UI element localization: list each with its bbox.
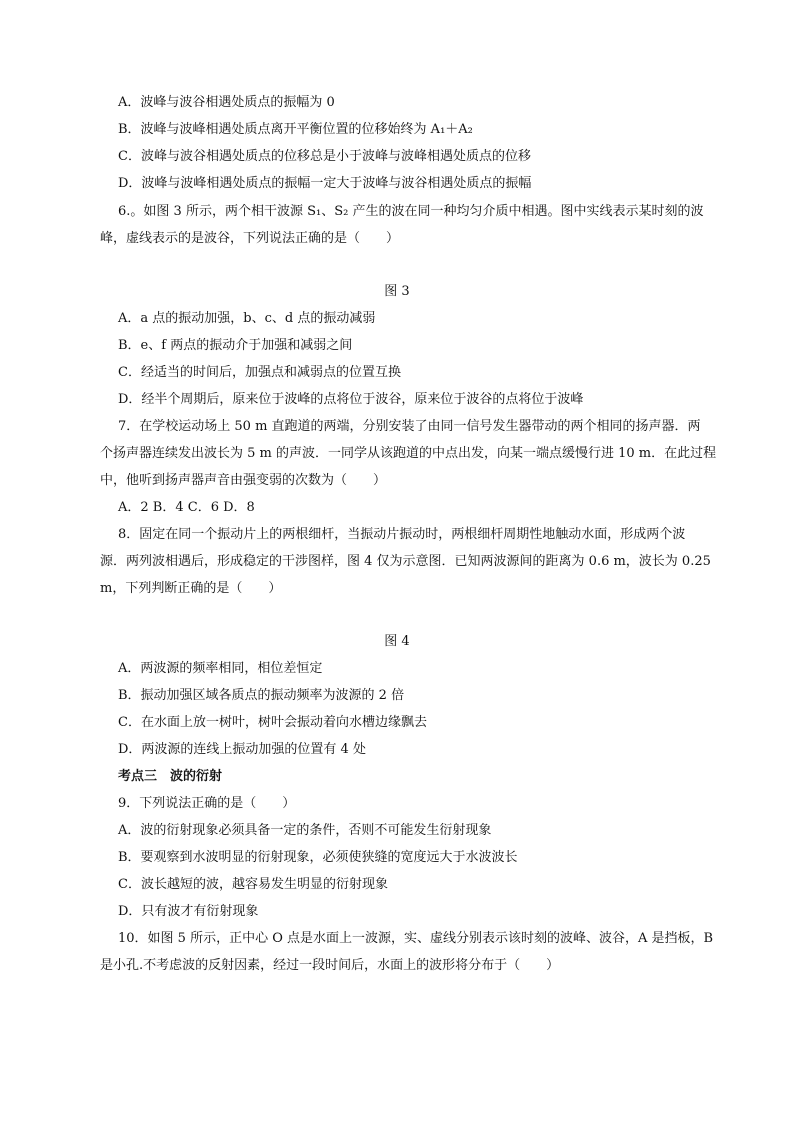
q6-stem-line2: 峰，虚线表示的是波谷，下列说法正确的是（ ）: [100, 231, 400, 246]
q6-option-c: C．经适当的时间后，加强点和减弱点的位置互换: [118, 365, 401, 380]
q5-option-c: C．波峰与波谷相遇处质点的位移总是小于波峰与波峰相遇处质点的位移: [118, 149, 531, 164]
q7-options: A．2 B．4 C．6 D．8: [118, 500, 255, 515]
q7-stem-line1: 7．在学校运动场上 50 m 直跑道的两端，分别安装了由同一信号发生器带动的两个相同的扬声器．两: [118, 419, 701, 434]
section-heading-diffraction: 考点三 波的衍射: [118, 769, 223, 784]
q8-stem-line2: 源．两列波相遇后，形成稳定的干涉图样，图 4 仅为示意图．已知两波源间的距离为 0.6 m，波长为 0.25: [100, 554, 711, 569]
q5-option-d: D．波峰与波峰相遇处质点的振幅一定大于波峰与波谷相遇处质点的振幅: [118, 176, 532, 191]
q8-stem-line1: 8．固定在同一个振动片上的两根细杆，当振动片振动时，两根细杆周期性地触动水面，形成两个波: [118, 527, 686, 542]
q9-option-b: B．要观察到水波明显的衍射现象，必须使狭缝的宽度远大于水波波长: [118, 850, 518, 865]
q10-stem-line2: 是小孔.不考虑波的反射因素，经过一段时间后，水面上的波形将分布于（ ）: [100, 958, 560, 973]
q8-option-b: B．振动加强区域各质点的振动频率为波源的 2 倍: [118, 688, 405, 703]
q8-option-d: D．两波源的连线上振动加强的位置有 4 处: [118, 742, 366, 757]
q9-option-a: A．波的衍射现象必须具备一定的条件，否则不可能发生衍射现象: [118, 823, 492, 838]
q8-option-c: C．在水面上放一树叶，树叶会振动着向水槽边缘飘去: [118, 715, 427, 730]
q5-option-b: B．波峰与波峰相遇处质点离开平衡位置的位移始终为 A₁＋A₂: [118, 122, 473, 137]
q9-option-d: D．只有波才有衍射现象: [118, 904, 259, 919]
q6-option-d: D．经半个周期后，原来位于波峰的点将位于波谷，原来位于波谷的点将位于波峰: [118, 392, 584, 407]
q7-stem-line2: 个扬声器连续发出波长为 5 m 的声波．一同学从该跑道的中点出发，向某一端点缓慢行进 10 m．在此过程: [100, 446, 717, 461]
q10-stem-line1: 10．如图 5 所示，正中心 O 点是水面上一波源，实、虚线分别表示该时刻的波峰、波谷，A 是挡板，B: [118, 931, 714, 946]
q7-stem-line3: 中，他听到扬声器声音由强变弱的次数为（ ）: [100, 473, 387, 488]
q9-option-c: C．波长越短的波，越容易发生明显的衍射现象: [118, 877, 388, 892]
q6-option-a: A．a 点的振动加强，b、c、d 点的振动减弱: [118, 311, 376, 326]
figure-4-caption: 图 4: [384, 634, 410, 649]
q6-option-b: B．e、f 两点的振动介于加强和减弱之间: [118, 338, 353, 353]
q9-stem: 9．下列说法正确的是（ ）: [118, 796, 296, 811]
q6-stem-line1: 6.。如图 3 所示，两个相干波源 S₁、S₂ 产生的波在同一种均匀介质中相遇。图中实线表示某时刻的波: [118, 204, 704, 219]
figure-3-caption: 图 3: [384, 284, 410, 299]
q5-option-a: A．波峰与波谷相遇处质点的振幅为 0: [118, 95, 335, 110]
q8-stem-line3: m，下列判断正确的是（ ）: [100, 581, 282, 596]
q8-option-a: A．两波源的频率相同，相位差恒定: [118, 661, 323, 676]
